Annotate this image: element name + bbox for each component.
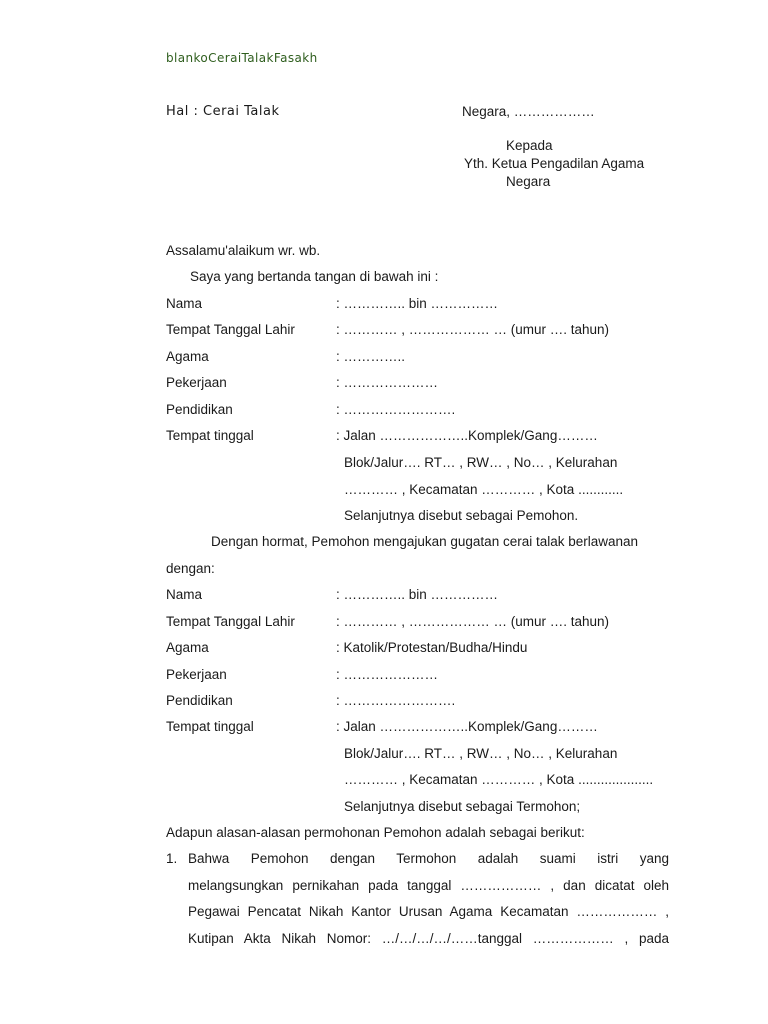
field-label: Tempat Tanggal Lahir [166, 614, 295, 629]
field-value: : ……………………. [336, 402, 456, 417]
place-date: Negara, ……………… [462, 104, 595, 119]
field-value: : Jalan ………………..Komplek/Gang……… [336, 428, 598, 443]
field-value: : ………….. bin …………… [336, 587, 499, 602]
reason-line: Bahwa Pemohon dengan Termohon adalah suami istri yang [188, 851, 669, 866]
address-continuation: Blok/Jalur…. RT… , RW… , No… , Kelurahan [344, 746, 618, 761]
reason-paragraph [188, 851, 669, 957]
document-label: blankoCeraiTalakFasakh [166, 51, 318, 65]
subject-line: Hal : Cerai Talak [166, 104, 280, 119]
field-value: : Katolik/Protestan/Budha/Hindu [336, 640, 528, 655]
pemohon-designation: Selanjutnya disebut sebagai Pemohon. [344, 508, 579, 523]
address-continuation: ………… , Kecamatan ………… , Kota .................... [344, 772, 654, 787]
recipient-line-1: Kepada [506, 138, 553, 153]
field-label: Nama [166, 587, 203, 602]
field-label: Pendidikan [166, 402, 233, 417]
address-continuation: Blok/Jalur…. RT… , RW… , No… , Kelurahan [344, 455, 618, 470]
greeting: Assalamu'alaikum wr. wb. [166, 243, 321, 258]
field-label: Pekerjaan [166, 667, 227, 682]
field-label: Tempat tinggal [166, 428, 254, 443]
field-value: : ………… , ……………… … (umur …. tahun) [336, 322, 610, 337]
field-label: Pekerjaan [166, 375, 227, 390]
field-value: : ………….. bin …………… [336, 296, 499, 311]
field-label: Agama [166, 349, 209, 364]
field-value: : ………….. [336, 349, 406, 364]
reason-number: 1. [166, 851, 178, 866]
field-label: Tempat Tanggal Lahir [166, 322, 295, 337]
field-value: : ……………………. [336, 693, 456, 708]
recipient-line-3: Negara [506, 174, 551, 189]
reason-line: Kutipan Akta Nikah Nomor: …/…/…/…/……tanggal ……………… , pada [188, 930, 669, 946]
field-value: : ………………… [336, 375, 439, 390]
field-value: : ………… , ……………… … (umur …. tahun) [336, 614, 610, 629]
recipient-line-2: Yth. Ketua Pengadilan Agama [464, 156, 645, 171]
reasons-intro: Adapun alasan-alasan permohonan Pemohon adalah sebagai berikut: [166, 825, 585, 840]
field-label: Agama [166, 640, 209, 655]
reason-line: melangsungkan pernikahan pada tanggal ……………… , dan dicatat oleh [188, 877, 669, 893]
termohon-designation: Selanjutnya disebut sebagai Termohon; [344, 799, 581, 814]
transition-line: Dengan hormat, Pemohon mengajukan gugatan cerai talak berlawanan [211, 534, 639, 549]
field-value: : Jalan ………………..Komplek/Gang……… [336, 719, 598, 734]
field-value: : ………………… [336, 667, 439, 682]
field-label: Tempat tinggal [166, 719, 254, 734]
field-label: Pendidikan [166, 693, 233, 708]
transition-line: dengan: [166, 561, 215, 576]
reason-line: Pegawai Pencatat Nikah Kantor Urusan Agama Kecamatan ……………… , [188, 904, 669, 919]
address-continuation: ………… , Kecamatan ………… , Kota ............ [344, 482, 624, 497]
field-label: Nama [166, 296, 203, 311]
intro-statement: Saya yang bertanda tangan di bawah ini : [190, 269, 439, 284]
